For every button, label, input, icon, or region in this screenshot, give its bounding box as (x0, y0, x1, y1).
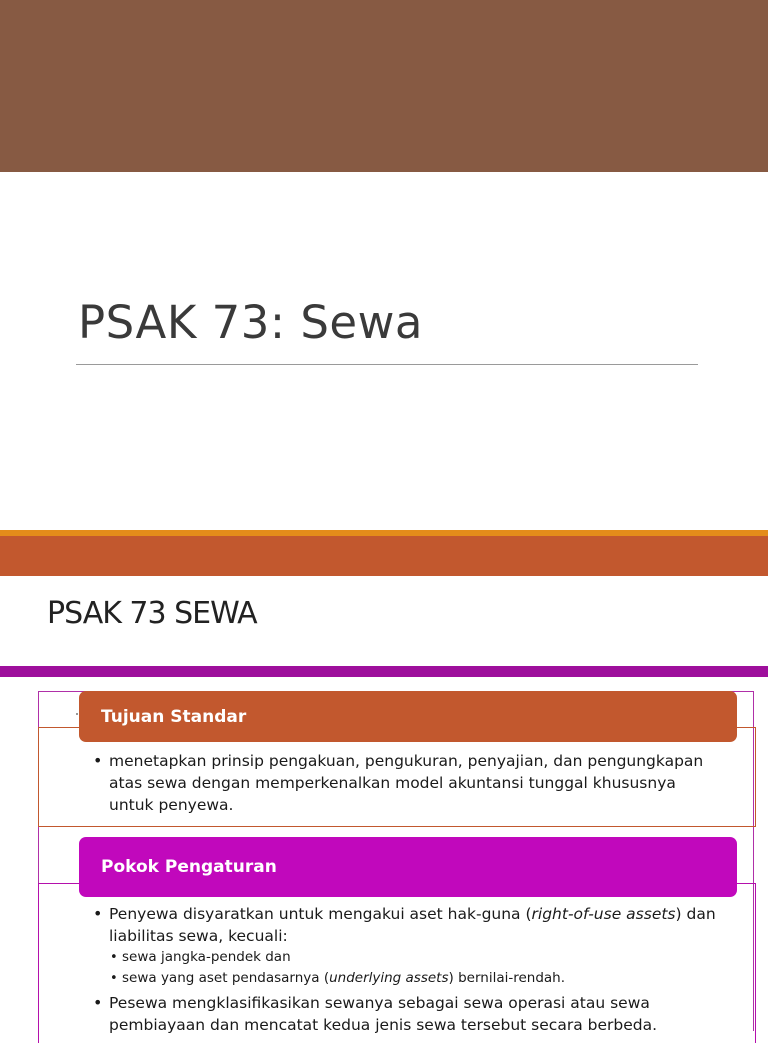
bullet-text: sewa yang aset pendasarnya ( (122, 970, 330, 986)
bullet-list-pokok (79, 903, 719, 1036)
slide-title-text: PSAK 73: Sewa (78, 296, 423, 349)
title-underline (76, 364, 698, 365)
bullet-item (79, 903, 719, 947)
section-header-tujuan: Tujuan Standar (79, 691, 737, 742)
sub-bullet-item: • sewa jangka-pendek dan (79, 947, 719, 968)
bullet-text: Penyewa disyaratkan untuk mengakui aset hak-guna ( (109, 905, 532, 923)
top-band (0, 536, 768, 576)
marker-dot (76, 713, 78, 715)
sub-bullet-item (79, 968, 719, 989)
bullet-text: ) bernilai-rendah. (448, 970, 566, 986)
section-header-pokok: Pokok Pengaturan (79, 837, 737, 897)
bullet-text: ) dan liabilitas sewa, kecuali: (109, 905, 716, 945)
bullet-list-tujuan (79, 750, 719, 816)
divider-bar (0, 666, 768, 677)
bullet-item: • menetapkan prinsip pengakuan, pengukuran, penyajian, dan pengungkapan atas sewa dengan memperkenalkan model akuntansi tunggal khususnya untuk penyewa. (79, 750, 719, 816)
header-band (0, 0, 768, 172)
bullet-italic-text: underlying assets (329, 970, 449, 986)
slide-content (0, 536, 768, 1034)
slide-heading: PSAK 73 SEWA (47, 596, 257, 631)
bullet-italic-text: right-of-use assets (531, 905, 676, 923)
bullet-item: • Pesewa mengklasifikasikan sewanya sebagai sewa operasi atau sewa pembiayaan dan mencatat kedua jenis sewa tersebut secara berbeda. (79, 992, 719, 1036)
